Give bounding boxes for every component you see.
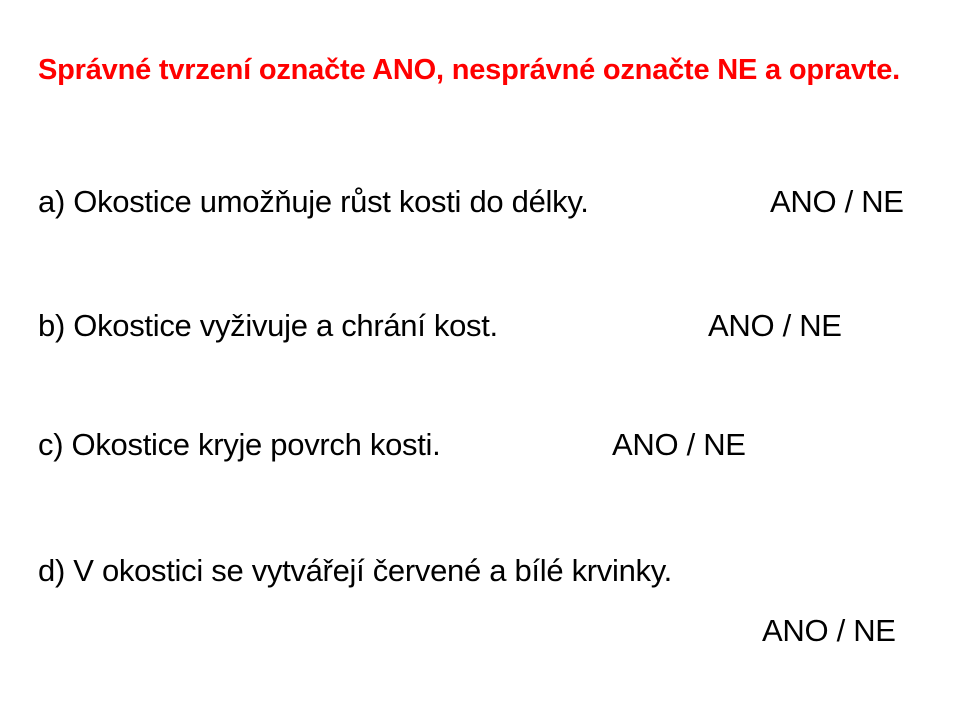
statement-c: c) Okostice kryje povrch kosti.: [38, 427, 441, 462]
answer-choice-a: ANO / NE: [770, 184, 904, 219]
answer-choice-c: ANO / NE: [612, 427, 746, 462]
statement-a: a) Okostice umožňuje růst kosti do délky.: [38, 184, 589, 219]
answer-choice-d: ANO / NE: [762, 613, 896, 648]
slide-title: Správné tvrzení označte ANO, nesprávné označte NE a opravte.: [38, 54, 901, 86]
statement-b: b) Okostice vyživuje a chrání kost.: [38, 308, 498, 343]
statement-d: d) V okostici se vytvářejí červené a bílé krvinky.: [38, 553, 672, 588]
answer-choice-b: ANO / NE: [708, 308, 842, 343]
